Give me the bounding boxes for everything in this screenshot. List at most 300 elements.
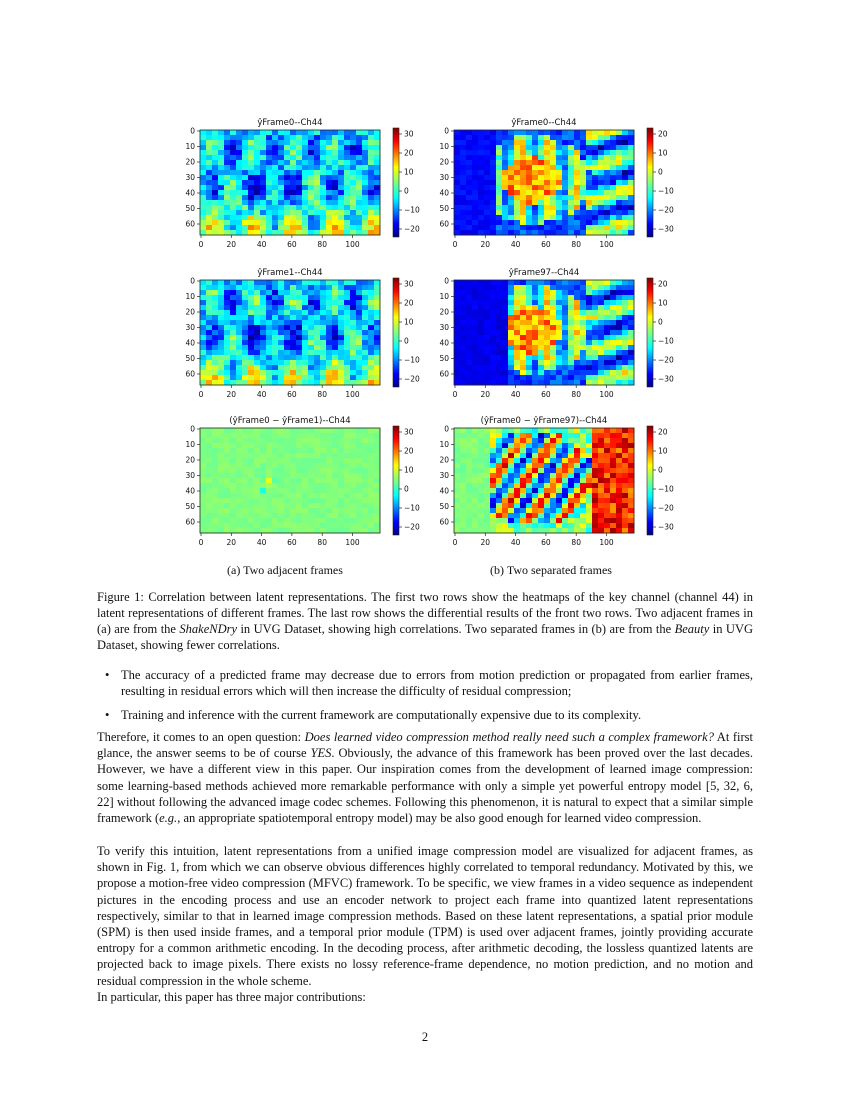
heatmap-cell <box>266 215 273 221</box>
heatmap-cell <box>326 215 333 221</box>
heatmap-cell <box>254 330 261 336</box>
heatmap-cell <box>592 285 599 291</box>
heatmap-cell <box>520 310 527 316</box>
heatmap-cell <box>302 448 309 454</box>
heatmap-cell <box>272 225 279 231</box>
heatmap-cell <box>302 295 309 301</box>
heatmap-cell <box>580 310 587 316</box>
heatmap-cell <box>616 160 623 166</box>
heatmap-cell <box>212 180 219 186</box>
heatmap-cell <box>374 350 381 356</box>
heatmap-cell <box>598 498 605 504</box>
heatmap-cell <box>466 220 473 226</box>
heatmap-cell <box>218 448 225 454</box>
heatmap-cell <box>520 280 527 286</box>
heatmap-cell <box>284 335 291 341</box>
heatmap-cell <box>320 195 327 201</box>
heatmap-cell <box>236 210 243 216</box>
heatmap-cell <box>260 498 267 504</box>
heatmap-cell <box>580 180 587 186</box>
heatmap-cell <box>586 300 593 306</box>
heatmap-cell <box>272 498 279 504</box>
heatmap-cell <box>496 160 503 166</box>
heatmap-cell <box>248 220 255 226</box>
heatmap-cell <box>454 150 461 156</box>
heatmap-cell <box>598 345 605 351</box>
heatmap-cell <box>598 140 605 146</box>
heatmap-cell <box>580 493 587 499</box>
heatmap-cell <box>478 205 485 211</box>
heatmap-cell <box>224 428 231 434</box>
heatmap-cell <box>242 290 249 296</box>
heatmap-cell <box>338 280 345 286</box>
heatmap-cell <box>254 220 261 226</box>
heatmap-cell <box>230 458 237 464</box>
heatmap-cell <box>224 483 231 489</box>
heatmap-cell <box>206 165 213 171</box>
heatmap-cell <box>478 165 485 171</box>
heatmap-cell <box>260 305 267 311</box>
heatmap-cell <box>520 290 527 296</box>
heatmap-cell <box>484 130 491 136</box>
heatmap-cell <box>556 453 563 459</box>
heatmap-cell <box>544 345 551 351</box>
heatmap-cell <box>598 438 605 444</box>
heatmap-cell <box>478 130 485 136</box>
heatmap-cell <box>206 365 213 371</box>
heatmap-cell <box>314 370 321 376</box>
heatmap-cell <box>290 453 297 459</box>
heatmap-cell <box>610 453 617 459</box>
heatmap-cell <box>314 210 321 216</box>
heatmap-cell <box>628 200 635 206</box>
heatmap-cell <box>212 498 219 504</box>
heatmap-cell <box>562 365 569 371</box>
heatmap-cell <box>242 443 249 449</box>
heatmap-cell <box>278 498 285 504</box>
heatmap-cell <box>502 508 509 514</box>
y-tick-label: 60 <box>185 369 195 379</box>
heatmap-cell <box>484 370 491 376</box>
heatmap-cell <box>368 315 375 321</box>
para1-text-c: . Obviously, the advance of this framework has been proved over the last decades. However, we have a different view in this paper. Our inspiration comes from the development of learned image compression: some learning-based methods achieved more remarkable performance with only a simple yet powerful entropy model [5, 32, 6, 22] without following the advanced image codec schemes. Following this phenomenon, it is natural to expect that a similar simple framework ( <box>97 746 753 826</box>
heatmap-cell <box>326 463 333 469</box>
heatmap-cell <box>484 365 491 371</box>
heatmap-cell <box>332 150 339 156</box>
heatmap-cell <box>526 453 533 459</box>
heatmap-cell <box>550 438 557 444</box>
heatmap-cell <box>320 160 327 166</box>
heatmap-cell <box>266 155 273 161</box>
heatmap-cell <box>284 468 291 474</box>
heatmap-cell <box>508 305 515 311</box>
heatmap-cell <box>278 295 285 301</box>
heatmap-cell <box>616 300 623 306</box>
heatmap-cell <box>598 468 605 474</box>
heatmap-cell <box>568 433 575 439</box>
heatmap-cell <box>248 345 255 351</box>
heatmap-cell <box>236 155 243 161</box>
heatmap-cell <box>362 180 369 186</box>
heatmap-cell <box>218 305 225 311</box>
y-tick-label: 10 <box>439 292 449 301</box>
heatmap-cell <box>200 225 207 231</box>
heatmap-cell <box>628 210 635 216</box>
heatmap-cell <box>260 165 267 171</box>
heatmap-cell <box>314 140 321 146</box>
heatmap-cell <box>350 478 357 484</box>
heatmap-cell <box>586 458 593 464</box>
heatmap-cell <box>466 185 473 191</box>
heatmap-cell <box>502 170 509 176</box>
heatmap-cell <box>586 345 593 351</box>
heatmap-cell <box>478 360 485 366</box>
heatmap-cell <box>230 290 237 296</box>
heatmap-cell <box>466 175 473 181</box>
heatmap-cell <box>550 473 557 479</box>
heatmap-cell <box>266 140 273 146</box>
heatmap-cell <box>496 375 503 381</box>
heatmap-cell <box>212 280 219 286</box>
heatmap-cell <box>350 145 357 151</box>
heatmap-cell <box>550 365 557 371</box>
heatmap-cell <box>224 185 231 191</box>
heatmap-cell <box>236 310 243 316</box>
heatmap-cell <box>472 170 479 176</box>
heatmap-cell <box>562 468 569 474</box>
heatmap-cell <box>338 225 345 231</box>
heatmap-cell <box>538 130 545 136</box>
heatmap-cell <box>296 523 303 529</box>
heatmap-cell <box>550 345 557 351</box>
heatmap-cell <box>574 503 581 509</box>
heatmap-cell <box>574 453 581 459</box>
heatmap-cell <box>478 225 485 231</box>
heatmap-cell <box>628 375 635 381</box>
colorbar-tick-label: −20 <box>404 224 420 234</box>
heatmap-cell <box>574 280 581 286</box>
heatmap-cell <box>532 175 539 181</box>
colorbar-tick-label: 20 <box>658 279 668 289</box>
heatmap-cell <box>556 215 563 221</box>
heatmap-cell <box>356 190 363 196</box>
heatmap-cell <box>598 145 605 151</box>
heatmap-cell <box>604 135 611 141</box>
heatmap-cell <box>568 220 575 226</box>
heatmap-cell <box>290 195 297 201</box>
y-tick-label: 30 <box>185 173 195 182</box>
heatmap-cell <box>284 493 291 499</box>
heatmap-cell <box>628 370 635 376</box>
heatmap-cell <box>374 325 381 331</box>
heatmap-cell <box>526 360 533 366</box>
heatmap-cell <box>212 360 219 366</box>
heatmap-cell <box>490 195 497 201</box>
heatmap-cell <box>290 310 297 316</box>
heatmap-cell <box>362 130 369 136</box>
heatmap-cell <box>248 155 255 161</box>
heatmap-cell <box>460 345 467 351</box>
heatmap-cell <box>278 513 285 519</box>
heatmap-cell <box>278 175 285 181</box>
heatmap-cell <box>260 345 267 351</box>
heatmap-cell <box>622 150 629 156</box>
bullet-item <box>97 707 753 723</box>
heatmap-cell <box>532 478 539 484</box>
heatmap-cell <box>302 325 309 331</box>
heatmap-cell <box>356 135 363 141</box>
heatmap-cell <box>320 355 327 361</box>
heatmap-cell <box>568 438 575 444</box>
heatmap-cell <box>218 493 225 499</box>
heatmap-cell <box>610 483 617 489</box>
heatmap-cell <box>206 503 213 509</box>
heatmap-cell <box>224 448 231 454</box>
heatmap-cell <box>362 210 369 216</box>
heatmap-cell <box>550 448 557 454</box>
heatmap-cell <box>206 210 213 216</box>
heatmap-cell <box>242 523 249 529</box>
heatmap-cell <box>356 220 363 226</box>
heatmap-cell <box>248 175 255 181</box>
heatmap-cell <box>320 210 327 216</box>
x-tick-label: 20 <box>226 538 237 547</box>
heatmap-cell <box>484 285 491 291</box>
heatmap-cell <box>484 280 491 286</box>
heatmap-cell <box>320 458 327 464</box>
heatmap-cell <box>514 335 521 341</box>
heatmap-cell <box>592 160 599 166</box>
heatmap-cell <box>206 290 213 296</box>
heatmap-cell <box>206 345 213 351</box>
heatmap-cell <box>218 458 225 464</box>
heatmap-cell <box>284 205 291 211</box>
heatmap-cell <box>496 463 503 469</box>
heatmap-cell <box>266 468 273 474</box>
heatmap-cell <box>604 355 611 361</box>
heatmap-cell <box>460 355 467 361</box>
heatmap-cell <box>550 185 557 191</box>
heatmap-cell <box>248 185 255 191</box>
heatmap-cell <box>472 290 479 296</box>
heatmap-cell <box>496 488 503 494</box>
heatmap-cell <box>254 195 261 201</box>
heatmap-cell <box>338 160 345 166</box>
heatmap-cell <box>454 508 461 514</box>
heatmap-cell <box>520 518 527 524</box>
heatmap-cell <box>526 170 533 176</box>
heatmap-cell <box>272 200 279 206</box>
heatmap-cell <box>502 150 509 156</box>
heatmap-cell <box>616 155 623 161</box>
heatmap-cell <box>562 280 569 286</box>
heatmap-cell <box>496 185 503 191</box>
heatmap-cell <box>362 140 369 146</box>
heatmap-cell <box>592 458 599 464</box>
heatmap-cell <box>574 180 581 186</box>
heatmap-cell <box>484 350 491 356</box>
heatmap-cell <box>538 478 545 484</box>
heatmap-cell <box>586 290 593 296</box>
heatmap-cell <box>544 135 551 141</box>
heatmap-cell <box>544 205 551 211</box>
heatmap-cell <box>290 498 297 504</box>
heatmap-cell <box>236 325 243 331</box>
heatmap-cell <box>206 370 213 376</box>
heatmap-cell <box>296 360 303 366</box>
heatmap-cell <box>484 205 491 211</box>
heatmap-cell <box>368 225 375 231</box>
heatmap-cell <box>374 215 381 221</box>
heatmap-cell <box>580 320 587 326</box>
heatmap-cell <box>218 220 225 226</box>
heatmap-cell <box>362 340 369 346</box>
heatmap-cell <box>508 180 515 186</box>
heatmap-cell <box>508 478 515 484</box>
heatmap-cell <box>260 130 267 136</box>
heatmap-cell <box>580 518 587 524</box>
heatmap-cell <box>314 310 321 316</box>
heatmap-cell <box>502 155 509 161</box>
heatmap-cell <box>520 508 527 514</box>
heatmap-cell <box>550 290 557 296</box>
heatmap-cell <box>592 453 599 459</box>
heatmap-cell <box>254 175 261 181</box>
heatmap-cell <box>302 210 309 216</box>
heatmap-cell <box>374 165 381 171</box>
heatmap-cell <box>490 215 497 221</box>
heatmap-cell <box>248 165 255 171</box>
heatmap-cell <box>514 290 521 296</box>
heatmap-cell <box>326 140 333 146</box>
heatmap-cell <box>374 145 381 151</box>
heatmap-cell <box>472 335 479 341</box>
heatmap-cell <box>278 300 285 306</box>
heatmap-cell <box>296 428 303 434</box>
heatmap-cell <box>374 305 381 311</box>
heatmap-cell <box>266 365 273 371</box>
heatmap-cell <box>622 175 629 181</box>
heatmap-cell <box>338 200 345 206</box>
heatmap-cell <box>350 503 357 509</box>
heatmap-cell <box>254 140 261 146</box>
heatmap-cell <box>260 458 267 464</box>
heatmap-cell <box>374 310 381 316</box>
heatmap-cell <box>460 370 467 376</box>
heatmap-cell <box>598 210 605 216</box>
heatmap-cell <box>350 365 357 371</box>
heatmap-cell <box>332 180 339 186</box>
heatmap-cell <box>472 205 479 211</box>
heatmap-cell <box>490 305 497 311</box>
heatmap-cell <box>520 320 527 326</box>
heatmap-cell <box>466 280 473 286</box>
heatmap-cell <box>326 300 333 306</box>
heatmap-cell <box>296 295 303 301</box>
heatmap-cell <box>350 295 357 301</box>
heatmap-cell <box>598 190 605 196</box>
heatmap-cell <box>556 355 563 361</box>
heatmap-cell <box>362 170 369 176</box>
heatmap-cell <box>254 458 261 464</box>
heatmap-cell <box>466 350 473 356</box>
heatmap-cell <box>562 443 569 449</box>
heatmap-cell <box>604 155 611 161</box>
heatmap-cell <box>308 355 315 361</box>
heatmap-cell <box>598 340 605 346</box>
heatmap-cell <box>454 453 461 459</box>
heatmap-cell <box>586 205 593 211</box>
heatmap-cell <box>568 345 575 351</box>
heatmap-cell <box>478 463 485 469</box>
heatmap-cell <box>538 360 545 366</box>
heatmap-cell <box>574 130 581 136</box>
heatmap-cell <box>544 160 551 166</box>
heatmap-cell <box>454 155 461 161</box>
heatmap-cell <box>326 195 333 201</box>
heatmap-cell <box>508 320 515 326</box>
heatmap-cell <box>466 225 473 231</box>
heatmap-cell <box>586 200 593 206</box>
heatmap-cell <box>308 518 315 524</box>
heatmap-cell <box>224 135 231 141</box>
heatmap-cell <box>236 443 243 449</box>
heatmap-cell <box>610 498 617 504</box>
heatmap-cell <box>484 180 491 186</box>
heatmap-cell <box>212 160 219 166</box>
heatmap-cell <box>544 428 551 434</box>
heatmap-cell <box>544 473 551 479</box>
heatmap-cell <box>368 190 375 196</box>
heatmap-cell <box>628 523 635 529</box>
heatmap-cell <box>284 513 291 519</box>
heatmap-cell <box>272 443 279 449</box>
heatmap-cell <box>230 375 237 381</box>
heatmap-cell <box>592 305 599 311</box>
heatmap-cell <box>592 463 599 469</box>
heatmap-cell <box>514 483 521 489</box>
heatmap-cell <box>206 285 213 291</box>
x-tick-label: 40 <box>256 538 267 547</box>
heatmap-cell <box>460 225 467 231</box>
y-tick-label: 10 <box>185 292 195 301</box>
heatmap-cell <box>338 135 345 141</box>
heatmap-cell <box>622 463 629 469</box>
heatmap-cell <box>206 150 213 156</box>
heatmap-cell <box>344 305 351 311</box>
heatmap-cell <box>514 518 521 524</box>
heatmap-cell <box>514 150 521 156</box>
heatmap-cell <box>520 355 527 361</box>
heatmap-cell <box>200 335 207 341</box>
heatmap-cell <box>538 458 545 464</box>
heatmap-cell <box>368 508 375 514</box>
heatmap-cell <box>538 295 545 301</box>
heatmap-cell <box>514 375 521 381</box>
heatmap-cell <box>592 180 599 186</box>
heatmap-cell <box>574 290 581 296</box>
heatmap-cell <box>218 300 225 306</box>
heatmap-cell <box>520 468 527 474</box>
heatmap-cell <box>200 300 207 306</box>
heatmap-cell <box>526 185 533 191</box>
heatmap-cell <box>538 280 545 286</box>
heatmap-cell <box>592 370 599 376</box>
heatmap-cell <box>308 155 315 161</box>
heatmap-cell <box>332 468 339 474</box>
heatmap-cell <box>472 360 479 366</box>
heatmap-cell <box>272 488 279 494</box>
